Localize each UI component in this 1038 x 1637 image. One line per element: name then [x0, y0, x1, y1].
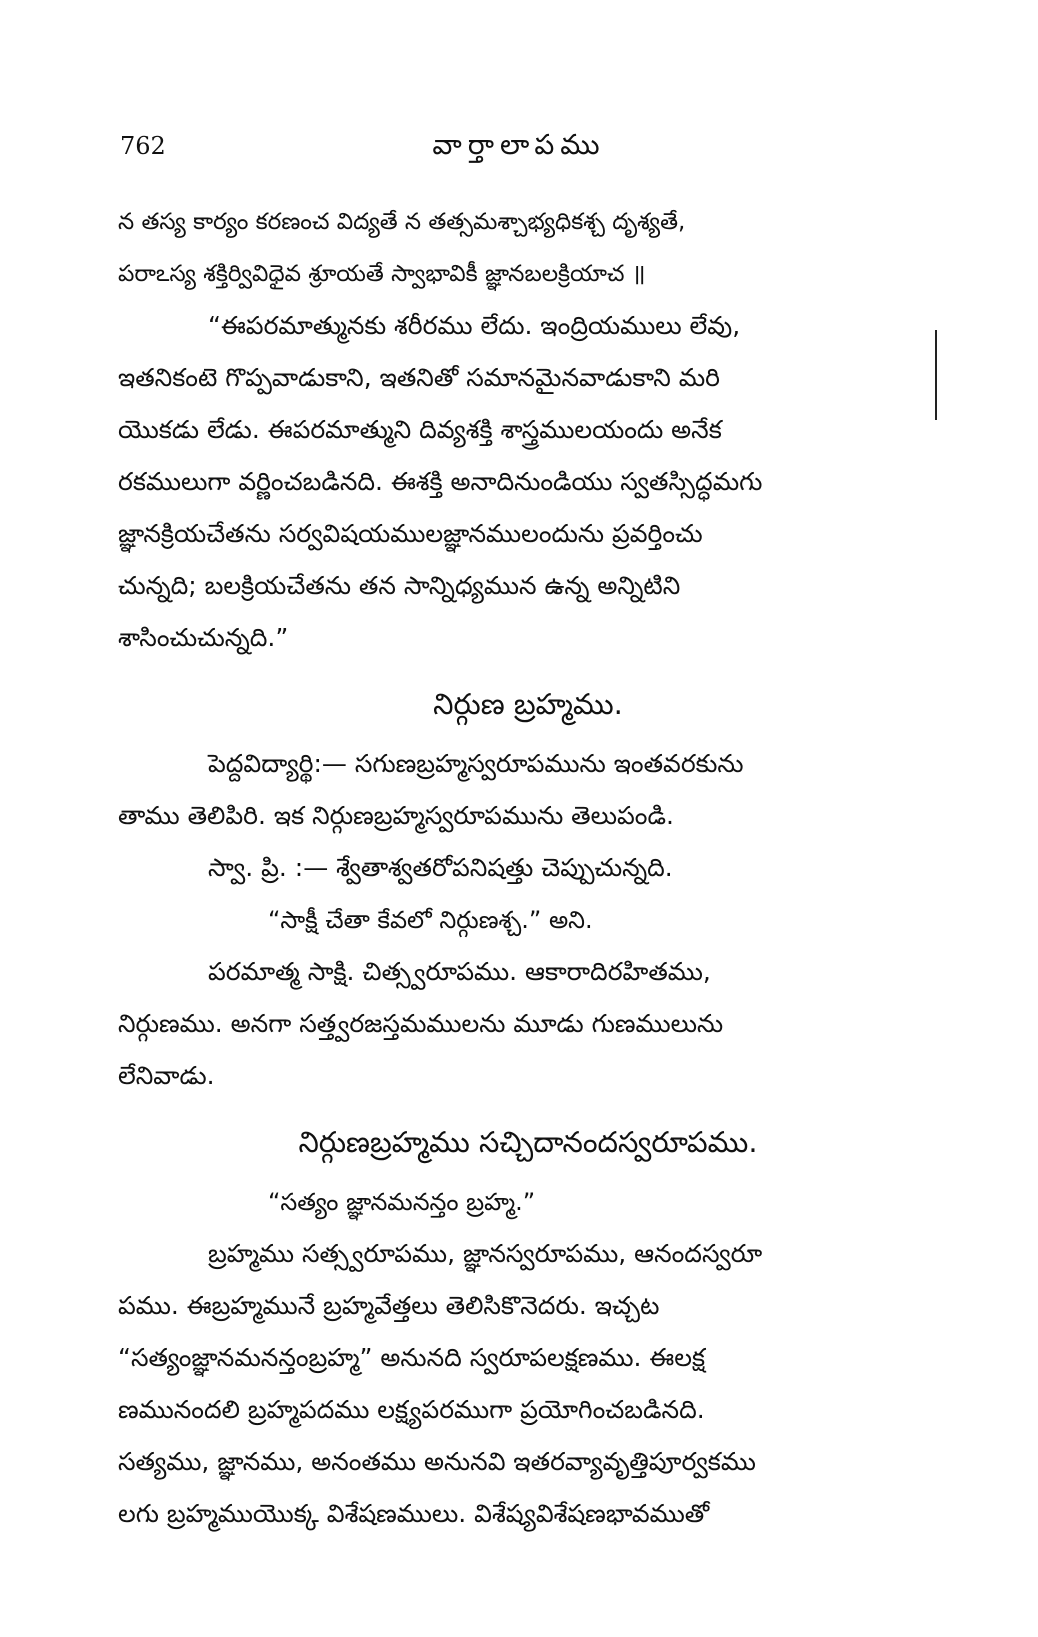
paragraph-line: బ్రహ్మము సత్స్వరూపము, జ్ఞానస్వరూపము, ఆనందస్వరూ	[208, 1239, 763, 1268]
paragraph-line: లగు బ్రహ్మముయొక్క విశేషణములు. విశేష్యవిశేషణభావముతో	[118, 1499, 710, 1528]
paragraph-line: శాసించుచున్నది.”	[118, 623, 289, 652]
quote-line: “సత్యం జ్ఞానమనన్తం బ్రహ్మ.”	[268, 1188, 536, 1216]
paragraph-line: సత్యము, జ్ఞానము, అనంతము అనునవి ఇతరవ్యావృత్తిపూర్వకము	[118, 1447, 756, 1476]
page-header	[0, 128, 1038, 178]
paragraph-line: జ్ఞానక్రియచేతను సర్వవిషయములజ్ఞానములందును ప్రవర్తించు	[118, 519, 703, 548]
paragraph-line: లేనివాడు.	[118, 1061, 215, 1090]
paragraph-line: పము. ఈబ్రహ్మమునే బ్రహ్మవేత్తలు తెలిసికొనెదరు. ఇచ్చట	[118, 1291, 660, 1320]
quote-line: “సాక్షీ చేతా కేవలో నిర్గుణశ్చ.” అని.	[268, 906, 593, 934]
dialogue-line: పెద్దవిద్యార్థి:— సగుణబ్రహ్మస్వరూపమును ఇంతవరకును	[208, 749, 744, 778]
paragraph-line: చున్నది; బలక్రియచేతను తన సాన్నిధ్యమున ఉన్న అన్నిటిని	[118, 571, 681, 600]
paragraph-line: రకములుగా వర్ణించబడినది. ఈశక్తి అనాదినుండియు స్వతస్సిద్ధమగు	[118, 467, 763, 496]
dialogue-line: తాము తెలిపిరి. ఇక నిర్గుణబ్రహ్మస్వరూపమును తెలుపండి.	[118, 801, 674, 830]
section-heading: నిర్గుణబ్రహ్మము సచ్చిదానందస్వరూపము.	[298, 1125, 758, 1159]
paragraph-line: “ఈపరమాత్మునకు శరీరము లేదు. ఇంద్రియములు లేవు,	[208, 311, 741, 340]
paragraph-line: ఇతనికంటె గొప్పవాడుకాని, ఇతనితో సమానమైనవాడుకాని మరి	[118, 363, 721, 392]
paragraph-line: పరమాత్మ సాక్షి. చిత్స్వరూపము. ఆకారాదిరహితము,	[208, 957, 711, 986]
page-number: 762	[120, 132, 166, 160]
section-heading: నిర్గుణ బ్రహ్మము.	[433, 687, 623, 721]
paragraph-line: యొకడు లేడు. ఈపరమాత్ముని దివ్యశక్తి శాస్త్రములయందు అనేక	[118, 415, 722, 444]
page-body	[118, 196, 938, 1540]
paragraph-line: ణమునందలి బ్రహ్మపదము లక్ష్యపరముగా ప్రయోగించబడినది.	[118, 1395, 705, 1424]
dialogue-line: స్వా. ప్రి. :— శ్వేతాశ్వతరోపనిషత్తు చెప్పుచున్నది.	[208, 853, 673, 882]
sloka-line: న తస్య కార్యం కరణంచ విద్యతే న తత్సమశ్చాభ్యధికశ్చ దృశ్యతే,	[118, 209, 686, 235]
sloka-line: పరాఽస్య శక్తిర్వివిధైవ శ్రూయతే స్వాభావికీ జ్ఞానబలక్రియాచ ॥	[118, 261, 646, 287]
paragraph-line: నిర్గుణము. అనగా సత్త్వరజస్తమములను మూడు గుణములును	[118, 1009, 724, 1038]
paragraph-line: “సత్యంజ్ఞానమనన్తంబ్రహ్మ” అనునది స్వరూపలక్షణము. ఈలక్ష	[118, 1343, 706, 1372]
running-title: వార్తాలాపము	[432, 128, 606, 161]
